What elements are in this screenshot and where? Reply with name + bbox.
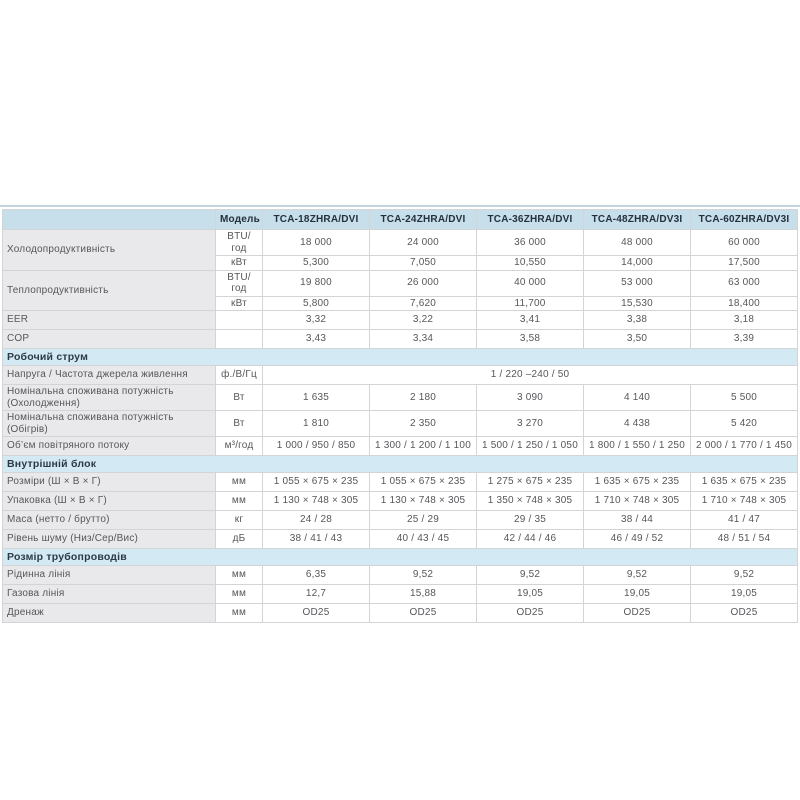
header-corner-cell — [3, 210, 216, 230]
spec-value: 1 275 × 675 × 235 — [477, 473, 584, 492]
spec-value: 10,550 — [477, 256, 584, 271]
section-header: Розмір трубопроводів — [3, 549, 798, 566]
unit-cell: BTU/год — [216, 230, 263, 256]
model-header: TCA-60ZHRA/DV3I — [691, 210, 798, 230]
unit-cell — [216, 330, 263, 349]
spec-value: 46 / 49 / 52 — [584, 530, 691, 549]
spec-value: 15,88 — [370, 585, 477, 604]
spec-value: OD25 — [691, 604, 798, 623]
top-divider-line — [0, 205, 800, 207]
spec-label: Напруга / Частота джерела живлення — [3, 366, 216, 385]
spec-value: 7,620 — [370, 296, 477, 311]
spec-value: 1 055 × 675 × 235 — [370, 473, 477, 492]
spec-value: 9,52 — [584, 566, 691, 585]
spec-value: 24 000 — [370, 230, 477, 256]
spec-value: 12,7 — [263, 585, 370, 604]
spec-value: 1 130 × 748 × 305 — [370, 492, 477, 511]
spec-value: 26 000 — [370, 270, 477, 296]
spec-value: 2 180 — [370, 385, 477, 411]
spec-row — [3, 230, 798, 256]
spec-label: Рідинна лінія — [3, 566, 216, 585]
spec-label: Газова лінія — [3, 585, 216, 604]
unit-cell — [216, 311, 263, 330]
unit-cell: мм — [216, 566, 263, 585]
unit-cell: кг — [216, 511, 263, 530]
spec-value: OD25 — [584, 604, 691, 623]
spec-value: 2 350 — [370, 411, 477, 437]
spec-value: 1 055 × 675 × 235 — [263, 473, 370, 492]
spec-label: Дренаж — [3, 604, 216, 623]
spec-value: 4 438 — [584, 411, 691, 437]
spec-value: 24 / 28 — [263, 511, 370, 530]
spec-value: 1 710 × 748 × 305 — [584, 492, 691, 511]
spec-value: 1 635 × 675 × 235 — [691, 473, 798, 492]
unit-cell: мм — [216, 492, 263, 511]
spec-value: 6,35 — [263, 566, 370, 585]
spec-value: 41 / 47 — [691, 511, 798, 530]
spec-value: 1 300 / 1 200 / 1 100 — [370, 437, 477, 456]
model-label-cell: Модель — [216, 210, 263, 230]
spec-row — [3, 366, 798, 385]
model-header: TCA-48ZHRA/DV3I — [584, 210, 691, 230]
spec-row — [3, 330, 798, 349]
unit-cell: мм — [216, 604, 263, 623]
spec-value: 1 635 × 675 × 235 — [584, 473, 691, 492]
spec-table-body — [3, 230, 798, 623]
spec-row — [3, 311, 798, 330]
spec-value: 36 000 — [477, 230, 584, 256]
spec-label: Упаковка (Ш × В × Г) — [3, 492, 216, 511]
spec-label: Холодопродуктивність — [3, 230, 216, 271]
section-row — [3, 456, 798, 473]
spec-value: 38 / 44 — [584, 511, 691, 530]
unit-cell: Вт — [216, 411, 263, 437]
spec-row — [3, 270, 798, 296]
section-header: Робочий струм — [3, 349, 798, 366]
spec-value: 19,05 — [584, 585, 691, 604]
spec-value: 60 000 — [691, 230, 798, 256]
unit-cell: мм — [216, 473, 263, 492]
unit-cell: кВт — [216, 296, 263, 311]
spec-label: Об’єм повітряного потоку — [3, 437, 216, 456]
spec-label: COP — [3, 330, 216, 349]
spec-value: 17,500 — [691, 256, 798, 271]
spec-value: 9,52 — [691, 566, 798, 585]
spec-value: 9,52 — [370, 566, 477, 585]
spec-value: 48 / 51 / 54 — [691, 530, 798, 549]
spec-row — [3, 585, 798, 604]
spec-label: EER — [3, 311, 216, 330]
spec-label: Номінальна споживана потужність (Охолодження) — [3, 385, 216, 411]
spec-value: 5 420 — [691, 411, 798, 437]
spec-value-span: 1 / 220 –240 / 50 — [263, 366, 798, 385]
spec-value: 3,34 — [370, 330, 477, 349]
section-row — [3, 549, 798, 566]
spec-value: 3,18 — [691, 311, 798, 330]
unit-cell: м³/год — [216, 437, 263, 456]
spec-value: 11,700 — [477, 296, 584, 311]
spec-label: Маса (нетто / брутто) — [3, 511, 216, 530]
spec-row — [3, 604, 798, 623]
spec-value: 3,39 — [691, 330, 798, 349]
spec-row — [3, 566, 798, 585]
spec-value: 4 140 — [584, 385, 691, 411]
spec-table — [2, 209, 798, 623]
spec-value: 14,000 — [584, 256, 691, 271]
spec-row — [3, 530, 798, 549]
spec-value: 3 090 — [477, 385, 584, 411]
spec-value: 1 710 × 748 × 305 — [691, 492, 798, 511]
spec-value: 3,50 — [584, 330, 691, 349]
model-header: TCA-18ZHRA/DVI — [263, 210, 370, 230]
spec-value: 1 000 / 950 / 850 — [263, 437, 370, 456]
spec-value: 5 500 — [691, 385, 798, 411]
spec-value: 19,05 — [691, 585, 798, 604]
spec-value: 42 / 44 / 46 — [477, 530, 584, 549]
spec-row — [3, 385, 798, 411]
spec-value: 9,52 — [477, 566, 584, 585]
spec-row — [3, 437, 798, 456]
spec-value: 3,58 — [477, 330, 584, 349]
section-row — [3, 349, 798, 366]
spec-row — [3, 411, 798, 437]
spec-value: 38 / 41 / 43 — [263, 530, 370, 549]
spec-value: 53 000 — [584, 270, 691, 296]
spec-value: 40 / 43 / 45 — [370, 530, 477, 549]
spec-value: 15,530 — [584, 296, 691, 311]
spec-value: 1 810 — [263, 411, 370, 437]
spec-value: 63 000 — [691, 270, 798, 296]
spec-value: 3,22 — [370, 311, 477, 330]
spec-value: 3,41 — [477, 311, 584, 330]
unit-cell: кВт — [216, 256, 263, 271]
spec-value: 3 270 — [477, 411, 584, 437]
spec-value: 18 000 — [263, 230, 370, 256]
spec-value: 48 000 — [584, 230, 691, 256]
spec-value: 18,400 — [691, 296, 798, 311]
model-header: TCA-24ZHRA/DVI — [370, 210, 477, 230]
spec-label: Номінальна споживана потужність (Обігрів) — [3, 411, 216, 437]
section-header: Внутрішній блок — [3, 456, 798, 473]
spec-value: OD25 — [477, 604, 584, 623]
spec-value: 5,800 — [263, 296, 370, 311]
spec-value: 3,43 — [263, 330, 370, 349]
spec-value: 29 / 35 — [477, 511, 584, 530]
spec-value: OD25 — [263, 604, 370, 623]
spec-value: 2 000 / 1 770 / 1 450 — [691, 437, 798, 456]
unit-cell: Вт — [216, 385, 263, 411]
spec-value: 3,38 — [584, 311, 691, 330]
spec-value: 19 800 — [263, 270, 370, 296]
spec-value: 1 635 — [263, 385, 370, 411]
spec-row — [3, 492, 798, 511]
unit-cell: мм — [216, 585, 263, 604]
unit-cell: дБ — [216, 530, 263, 549]
spec-value: 25 / 29 — [370, 511, 477, 530]
unit-cell: BTU/год — [216, 270, 263, 296]
spec-label: Теплопродуктивність — [3, 270, 216, 311]
spec-value: OD25 — [370, 604, 477, 623]
model-header-row — [3, 210, 798, 230]
spec-value: 1 350 × 748 × 305 — [477, 492, 584, 511]
spec-value: 1 800 / 1 550 / 1 250 — [584, 437, 691, 456]
spec-value: 5,300 — [263, 256, 370, 271]
spec-value: 19,05 — [477, 585, 584, 604]
spec-row — [3, 473, 798, 492]
spec-label: Розміри (Ш × В × Г) — [3, 473, 216, 492]
spec-row — [3, 511, 798, 530]
spec-value: 1 500 / 1 250 / 1 050 — [477, 437, 584, 456]
spec-value: 7,050 — [370, 256, 477, 271]
spec-value: 40 000 — [477, 270, 584, 296]
spec-value: 3,32 — [263, 311, 370, 330]
model-header: TCA-36ZHRA/DVI — [477, 210, 584, 230]
unit-cell: ф./В/Гц — [216, 366, 263, 385]
spec-value: 1 130 × 748 × 305 — [263, 492, 370, 511]
spec-label: Рівень шуму (Низ/Сер/Вис) — [3, 530, 216, 549]
